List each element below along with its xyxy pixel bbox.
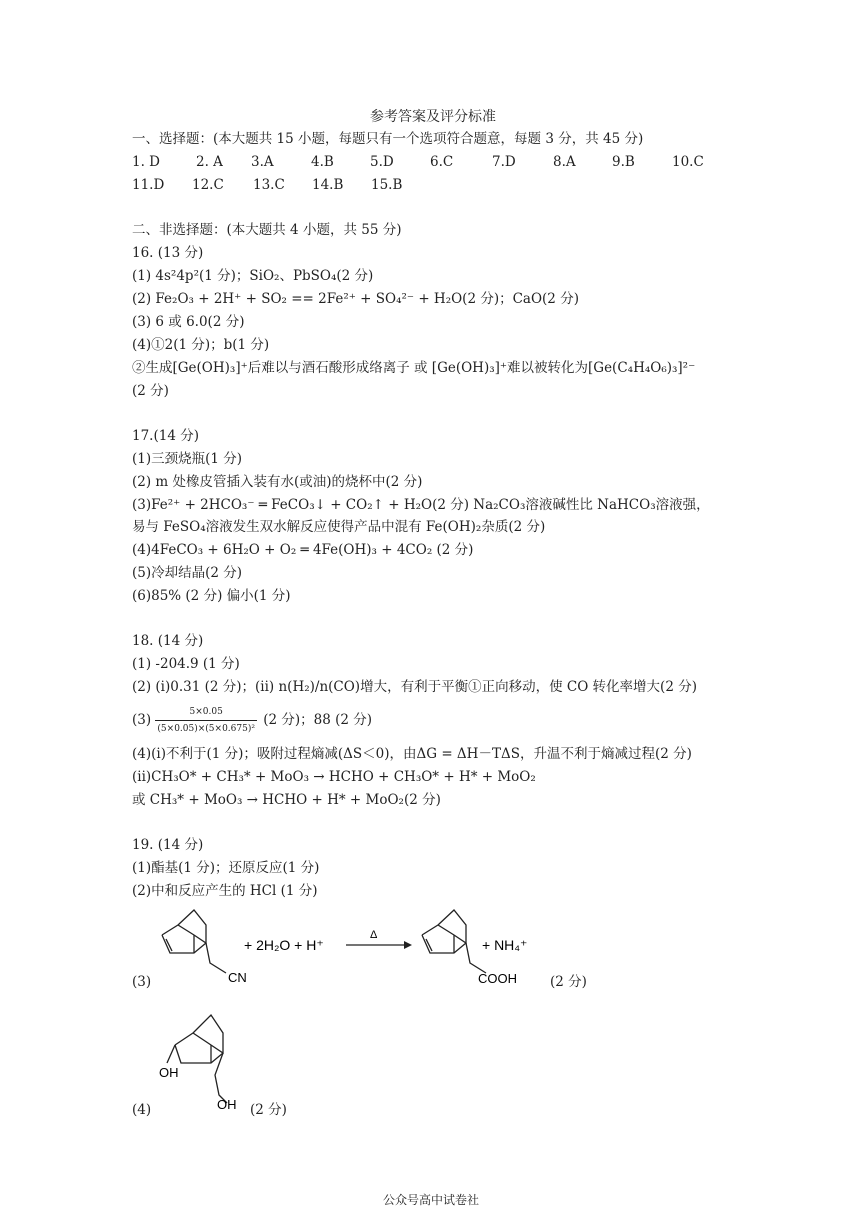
q17-line4: 易与 FeSO₄溶液发生双水解反应使得产品中混有 Fe(OH)₂杂质(2 分) <box>132 519 546 535</box>
q16-heading: 16. (13 分) <box>132 245 204 261</box>
answer-8: 8.A <box>553 154 576 170</box>
q18-line5: (ii)CH₃O* + CH₃* + MoO₃ → HCHO + CH₃O* + H* + MoO₂ <box>132 769 536 785</box>
q18-fraction <box>155 704 257 737</box>
q16-line3: (3) 6 或 6.0(2 分) <box>132 314 245 330</box>
answer-2: 2. A <box>196 154 223 170</box>
q18-heading: 18. (14 分) <box>132 633 204 649</box>
q19-line1: (1)酯基(1 分)；还原反应(1 分) <box>132 860 320 876</box>
q17-line6: (5)冷却结晶(2 分) <box>132 565 243 581</box>
hydroxyl-label-1: OH <box>159 1065 179 1080</box>
q16-line5: ②生成[Ge(OH)₃]⁺后难以与酒石酸形成络离子 或 [Ge(OH)₃]⁺难以被转化为[Ge(C₄H₄O₆)₃]²⁻ <box>132 360 696 376</box>
ammonium-text: + NH₄⁺ <box>482 937 528 953</box>
answer-12: 12.C <box>192 177 224 193</box>
answer-13: 13.C <box>253 177 285 193</box>
q16-line4: (4)①2(1 分)；b(1 分) <box>132 337 270 353</box>
answer-5: 5.D <box>370 154 394 170</box>
answer-1: 1. D <box>132 154 160 170</box>
reaction-arrow <box>346 941 412 949</box>
reagents-text: + 2H₂O + H⁺ <box>244 937 324 953</box>
heat-symbol: Δ <box>370 929 378 941</box>
answer-7: 7.D <box>492 154 516 170</box>
q18-line2: (2) (i)0.31 (2 分)；(ii) n(H₂)/n(CO)增大，有利于平衡①正向移动，使 CO 转化率增大(2 分) <box>132 679 697 695</box>
product-structure <box>422 910 486 973</box>
section1-heading: 一、选择题：(本大题共 15 小题，每题只有一个选项符合题意，每题 3 分，共 45 分) <box>132 131 644 147</box>
hydroxyl-label-2: OH <box>217 1097 237 1112</box>
answer-3: 3.A <box>251 154 274 170</box>
footer-watermark: 公众号高中试卷社 <box>383 1193 480 1207</box>
fraction-denominator: (5×0.05)×(5×0.675)² <box>157 724 255 734</box>
q17-line1: (1)三颈烧瓶(1 分) <box>132 451 243 467</box>
reactant-structure <box>162 910 226 973</box>
answer-15: 15.B <box>371 177 403 193</box>
answer-6: 6.C <box>430 154 454 170</box>
q17-line7: (6)85% (2 分) 偏小(1 分) <box>132 588 291 604</box>
answer-10: 10.C <box>672 154 704 170</box>
q16-line1: (1) 4s²4p²(1 分)；SiO₂、PbSO₄(2 分) <box>132 268 374 284</box>
q19-part3-score: (2 分) <box>550 974 587 990</box>
q16-line2: (2) Fe₂O₃ + 2H⁺ + SO₂ == 2Fe²⁺ + SO₄²⁻ + H₂O(2 分)；CaO(2 分) <box>132 291 579 307</box>
q18-line4: (4)(i)不利于(1 分)；吸附过程熵减(ΔS＜0)，由ΔG = ΔH－TΔS，升温不利于熵减过程(2 分) <box>132 746 692 762</box>
nitrile-label: CN <box>228 970 247 985</box>
carboxyl-label: COOH <box>478 971 517 986</box>
diol-structure <box>155 1005 265 1115</box>
answer-14: 14.B <box>312 177 344 193</box>
q18-line3-suffix: (2 分)；88 (2 分) <box>263 712 373 728</box>
q19-heading: 19. (14 分) <box>132 837 204 853</box>
q19-part3-label: (3) <box>132 974 152 990</box>
q18-line6: 或 CH₃* + MoO₃ → HCHO + H* + MoO₂(2 分) <box>132 792 441 808</box>
page-title: 参考答案及评分标准 <box>370 109 496 125</box>
q18-line1: (1) -204.9 (1 分) <box>132 656 240 672</box>
q19-part4-score: (2 分) <box>250 1102 287 1118</box>
q19-line2: (2)中和反应产生的 HCl (1 分) <box>132 883 318 899</box>
q19-part4-label: (4) <box>132 1102 152 1118</box>
q17-heading: 17.(14 分) <box>132 428 199 444</box>
fraction-numerator: 5×0.05 <box>155 704 257 721</box>
q16-line6: (2 分) <box>132 383 169 399</box>
answer-11: 11.D <box>132 177 165 193</box>
bicyclic-skeleton <box>167 1015 227 1103</box>
q17-line2: (2) m 处橡皮管插入装有水(或油)的烧杯中(2 分) <box>132 474 423 490</box>
q17-line5: (4)4FeCO₃ + 6H₂O + O₂ ═ 4Fe(OH)₃ + 4CO₂ (2 分) <box>132 542 474 558</box>
q18-line3 <box>132 704 372 737</box>
q18-line3-prefix: (3) <box>132 712 152 728</box>
q17-line3: (3)Fe²⁺ + 2HCO₃⁻ ═ FeCO₃↓ + CO₂↑ + H₂O(2 分) Na₂CO₃溶液碱性比 NaHCO₃溶液强， <box>132 497 710 513</box>
answer-4: 4.B <box>311 154 334 170</box>
section2-heading: 二、非选择题：(本大题共 4 小题，共 55 分) <box>132 222 402 238</box>
answer-9: 9.B <box>612 154 635 170</box>
